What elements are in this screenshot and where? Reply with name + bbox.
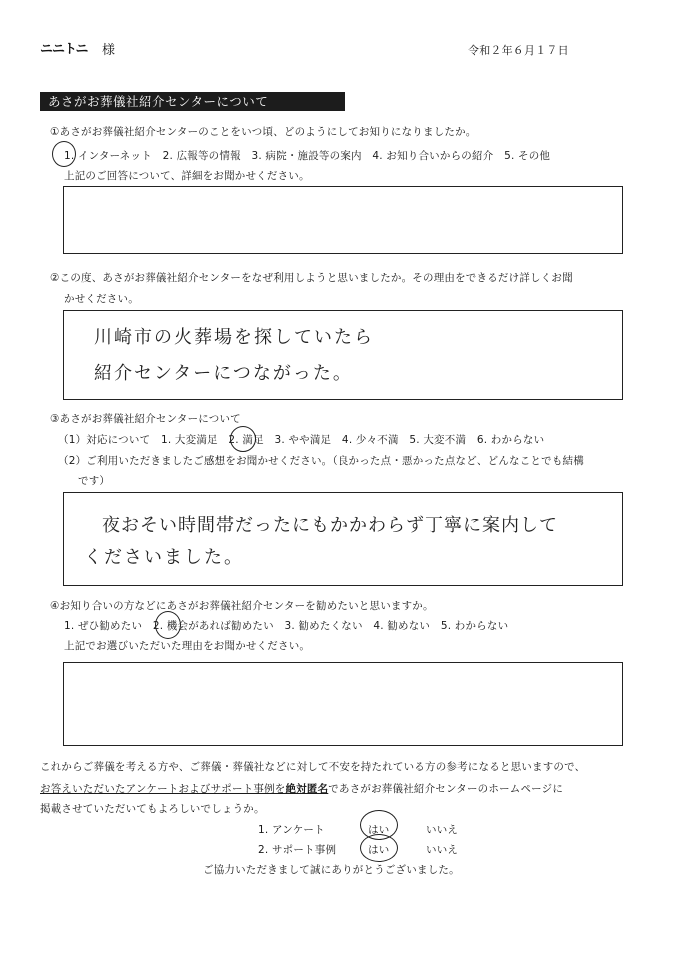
selection-circle-q3 [230, 426, 256, 452]
selection-circle-q1 [52, 141, 76, 167]
q2-question-line1: ②この度、あさがお葬儀社紹介センターをなぜ利用しようと思いましたか。その理由をできるだけ詳しくお聞 [50, 272, 573, 284]
honorific: 様 [102, 43, 116, 58]
consent-item2-label: 2. サポート事例 [258, 844, 337, 856]
thanks-message: ご協力いただきまして誠にありがとうございました。 [203, 864, 460, 876]
q3-question: ③あさがお葬儀社紹介センターについて [50, 413, 241, 425]
survey-date: 令和２年６月１７日 [468, 44, 569, 57]
consent-item1-yes: はい [368, 824, 390, 836]
selection-circle-q4 [155, 611, 181, 639]
q2-answer-box [63, 310, 623, 400]
section-title-bar: あさがお葬儀社紹介センターについて [40, 92, 345, 111]
recipient-name-redacted: ニニトニ [40, 42, 88, 57]
selection-circle-item2 [360, 834, 398, 862]
q4-answer-box [63, 662, 623, 746]
closing-line2-emph: 絶対匿名 [285, 783, 329, 795]
consent-item1-label: 1. アンケート [258, 824, 325, 836]
closing-line2 [40, 781, 563, 796]
q3-answer-line2: くださいました。 [84, 547, 244, 568]
q1-answer-box [63, 186, 623, 254]
closing-line1: これからご葬儀を考える方や、ご葬儀・葬儀社などに対して不安を持たれている方の参考になると思いますので、 [40, 761, 586, 773]
consent-item2-yes: はい [368, 844, 390, 856]
q3-sub1: （1）対応について 1. 大変満足 2. 満足 3. やや満足 4. 少々不満 5. 大変不満 6. わからない [58, 434, 545, 446]
q3-sub2-line1: （2）ご利用いただきましたご感想をお聞かせください。（良かった点・悪かった点など、どんなことでも結構 [58, 455, 584, 467]
q4-reason-prompt: 上記でお選びいただいた理由をお聞かせください。 [64, 640, 311, 652]
q4-options: 1. ぜひ勧めたい 2. 機会があれば勧めたい 3. 勧めたくない 4. 勧めない 5. わからない [64, 620, 509, 632]
q2-question-line2: かせください。 [64, 293, 139, 305]
q1-options: 1. インターネット 2. 広報等の情報 3. 病院・施設等の案内 4. お知り合いからの紹介 5. その他 [64, 150, 551, 162]
q3-answer-box [63, 492, 623, 586]
q3-answer-line1: 夜おそい時間帯だったにもかかわらず丁寧に案内して [102, 515, 558, 536]
q1-detail-prompt: 上記のご回答について、詳細をお聞かせください。 [64, 170, 310, 182]
q2-answer-line1: 川崎市の火葬場を探していたら [94, 327, 374, 348]
closing-line3: 掲載させていただいてもよろしいでしょうか。 [40, 803, 265, 815]
q1-question: ①あさがお葬儀社紹介センターのことをいつ頃、どのようにしてお知りになりましたか。 [50, 126, 477, 138]
q3-sub2-line2: です） [78, 475, 111, 487]
q4-question: ④お知り合いの方などにあさがお葬儀社紹介センターを勧めたいと思いますか。 [50, 600, 434, 612]
closing-line2-post: であさがお葬儀社紹介センターのホームページに [328, 783, 564, 795]
q2-answer-line2: 紹介センターにつながった。 [94, 363, 353, 384]
consent-item1-no: いいえ [426, 824, 459, 836]
closing-line2-pre: お答えいただいたアンケートおよびサポート事例を [40, 783, 286, 795]
consent-item2-no: いいえ [426, 844, 459, 856]
